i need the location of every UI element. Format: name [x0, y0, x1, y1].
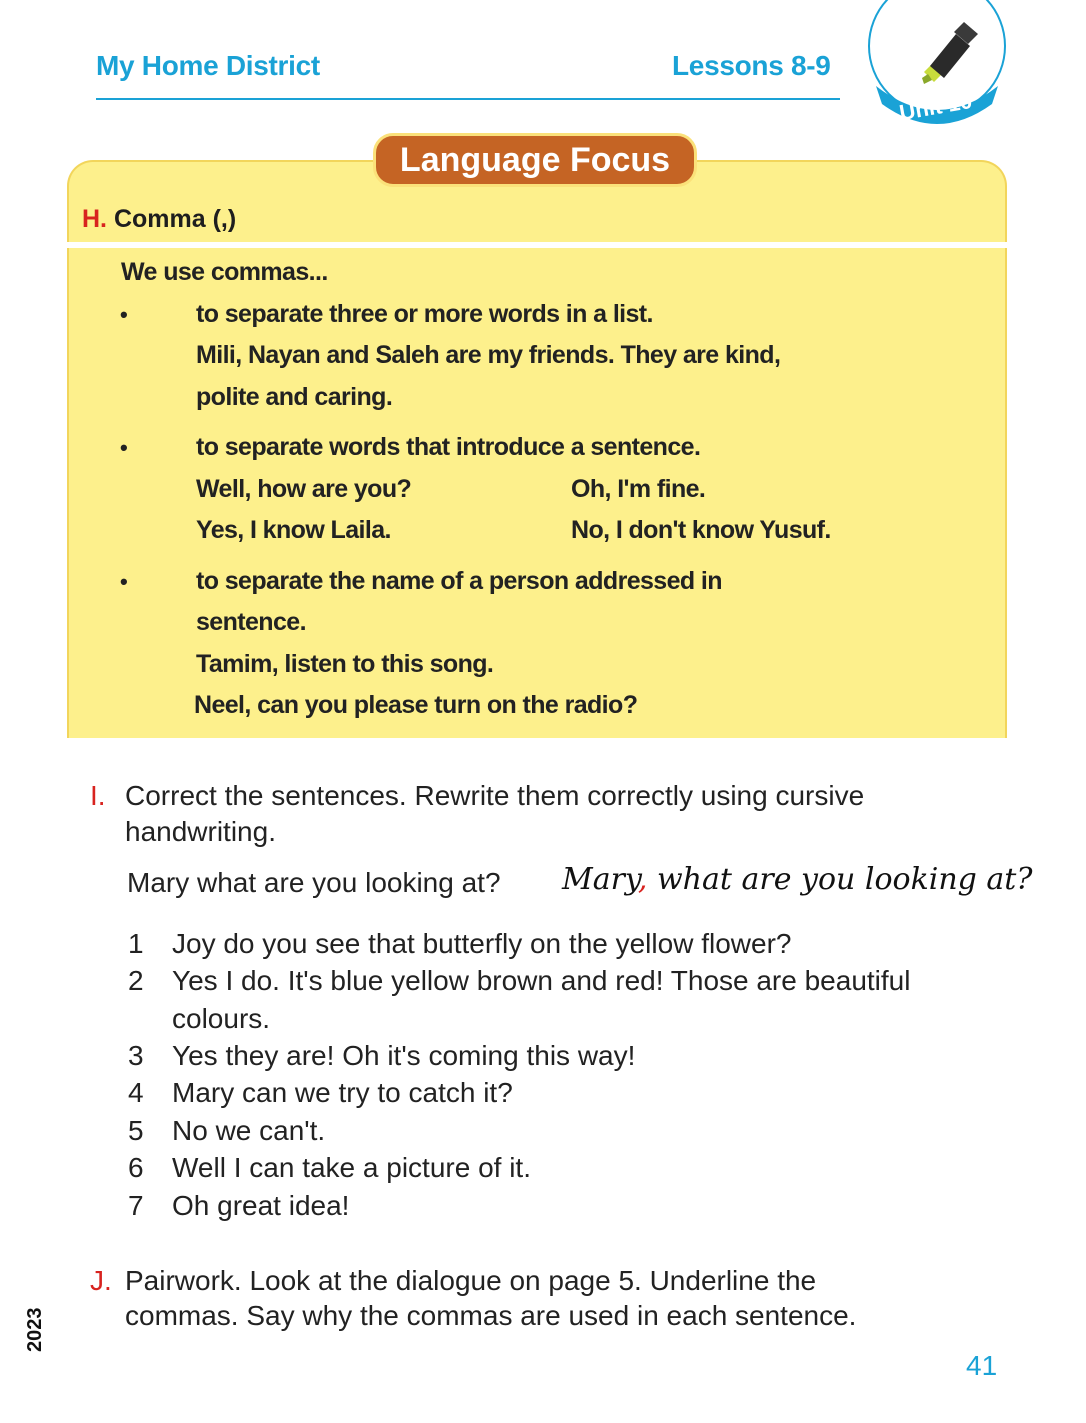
item-text: Well I can take a picture of it. [172, 1152, 531, 1183]
rule-3-text: sentence. [196, 608, 306, 636]
header-divider [96, 98, 840, 100]
item-number: 4 [128, 1077, 144, 1108]
item-number: 5 [128, 1115, 144, 1146]
item-text: Oh great idea! [172, 1190, 350, 1221]
bullet-1: • [120, 302, 128, 327]
section-i-instruction: Correct the sentences. Rewrite them correctly using cursive [125, 780, 865, 811]
item-number: 1 [128, 928, 144, 959]
rule-3-text: to separate the name of a person addressed in [196, 567, 722, 595]
section-i-instruction: handwriting. [125, 816, 276, 847]
unit-badge-label: Unit 10 [897, 87, 974, 126]
item-text: colours. [172, 1003, 271, 1034]
section-h-letter: H. [82, 205, 107, 233]
item-text: Yes they are! Oh it's coming this way! [172, 1040, 636, 1071]
example-answer [562, 862, 1032, 897]
example-prompt: Mary what are you looking at? [127, 867, 501, 898]
section-h-title: Comma (,) [113, 205, 237, 233]
item-number: 3 [128, 1040, 144, 1071]
item-number: 6 [128, 1152, 144, 1183]
example-answer-rest: what are you looking at? [647, 862, 1033, 897]
rule-1-text: to separate three or more words in a list. [196, 300, 653, 328]
example-answer-comma: , [637, 862, 648, 897]
rule-3-example: Neel, can you please turn on the radio? [194, 691, 638, 719]
bullet-2: • [120, 435, 128, 460]
page-number: 41 [966, 1350, 998, 1381]
edition-year: 2023 [24, 1307, 46, 1352]
section-i-letter: I. [90, 780, 106, 811]
header-title: My Home District [96, 50, 320, 81]
rule-1-example: Mili, Nayan and Saleh are my friends. They are kind, [196, 341, 781, 369]
comma-intro: We use commas... [121, 258, 328, 286]
rule-1-example: polite and caring. [196, 383, 393, 411]
rule-2-example: Well, how are you? [196, 475, 412, 503]
unit-badge [866, 0, 1008, 132]
item-text: No we can't. [172, 1115, 326, 1146]
section-h-heading [82, 205, 236, 234]
item-text: Joy do you see that butterfly on the yellow flower? [172, 928, 792, 959]
rule-2-example: Yes, I know Laila. [196, 516, 391, 544]
rule-3-example: Tamim, listen to this song. [196, 650, 494, 678]
section-j-text: commas. Say why the commas are used in each sentence. [125, 1300, 857, 1331]
rule-2-example: No, I don't know Yusuf. [571, 516, 831, 544]
rule-2-text: to separate words that introduce a sentence. [196, 433, 701, 461]
item-text: Yes I do. It's blue yellow brown and red! Those are beautiful [172, 965, 911, 996]
section-j-text: Pairwork. Look at the dialogue on page 5. Underline the [125, 1265, 817, 1296]
section-h-divider [67, 242, 1007, 248]
item-number: 2 [128, 965, 144, 996]
section-j-letter: J. [90, 1265, 112, 1296]
header-lessons: Lessons 8-9 [672, 50, 831, 81]
example-answer-name: Mary [562, 862, 638, 897]
item-text: Mary can we try to catch it? [172, 1077, 513, 1108]
language-focus-banner: Language Focus [373, 133, 697, 187]
rule-2-example: Oh, I'm fine. [571, 475, 706, 503]
item-number: 7 [128, 1190, 144, 1221]
bullet-3: • [120, 569, 128, 594]
